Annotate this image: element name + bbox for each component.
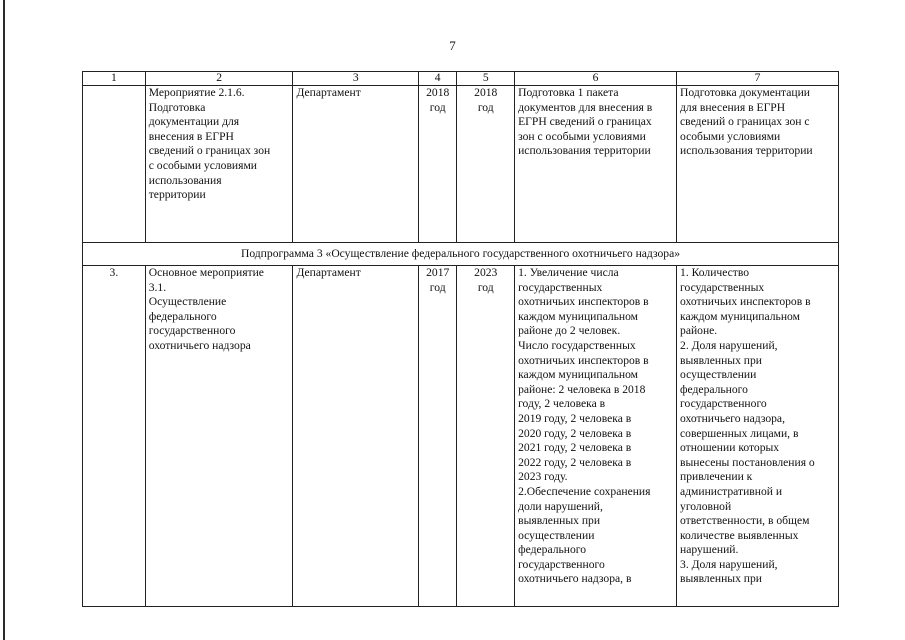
subprogram-row — [83, 243, 839, 266]
header-cell-7: 7 — [677, 72, 839, 86]
program-table — [82, 71, 839, 607]
start-year: 2017 год — [418, 266, 456, 607]
subprogram-title: Подпрограмма 3 «Осуществление федерального государственного охотничьего надзора» — [83, 243, 839, 266]
page-edge-line — [3, 0, 5, 640]
indicator: Подготовка документации для внесения в ЕГРН сведений о границах зон с особыми условиями использования территории — [677, 86, 839, 243]
expected-result: 1. Увеличение числа государственных охотничьих инспекторов в каждом муниципальном районе до 2 человек. Число государственных охотничьих инспекторов в каждом муниципальном районе: 2 человека в 2018 году, 2 человека в 2019 году, 2 человека в 2020 году, 2 человека в 2021 году, 2 человека в 2022 году, 2 человека в 2023 году. 2.Обеспечение сохранения доли нарушений, выявленных при осуществлении федерального государственного охотничьего надзора, в — [515, 266, 677, 607]
event-name: Основное мероприятие 3.1. Осуществление федерального государственного охотничьего надзора — [145, 266, 293, 607]
start-year: 2018 год — [418, 86, 456, 243]
expected-result: Подготовка 1 пакета документов для внесения в ЕГРН сведений о границах зон с особыми условиями использования территории — [515, 86, 677, 243]
header-cell-6: 6 — [515, 72, 677, 86]
indicator: 1. Количество государственных охотничьих инспекторов в каждом муниципальном районе. 2. Доля нарушений, выявленных при осуществлении федерального государственного охотничьего надзора, совершенных лицами, в отношении которых вынесены постановления о привлечении к административной и уголовной ответственности, в общем количестве выявленных нарушений. 3. Доля нарушений, выявленных при — [677, 266, 839, 607]
header-cell-2: 2 — [145, 72, 293, 86]
page-number: 7 — [449, 38, 456, 53]
header-cell-1: 1 — [83, 72, 146, 86]
executor: Департамент — [293, 86, 418, 243]
event-name: Мероприятие 2.1.6. Подготовка документации для внесения в ЕГРН сведений о границах зон с особыми условиями использования территории — [145, 86, 293, 243]
header-cell-5: 5 — [457, 72, 515, 86]
table-row-2-1-6 — [83, 86, 839, 243]
row-number — [83, 86, 146, 243]
row-number: 3. — [83, 266, 146, 607]
table-row-3 — [83, 266, 839, 607]
end-year: 2023 год — [457, 266, 515, 607]
executor: Департамент — [293, 266, 418, 607]
header-cell-3: 3 — [293, 72, 418, 86]
header-cell-4: 4 — [418, 72, 456, 86]
header-row — [83, 72, 839, 86]
end-year: 2018 год — [457, 86, 515, 243]
